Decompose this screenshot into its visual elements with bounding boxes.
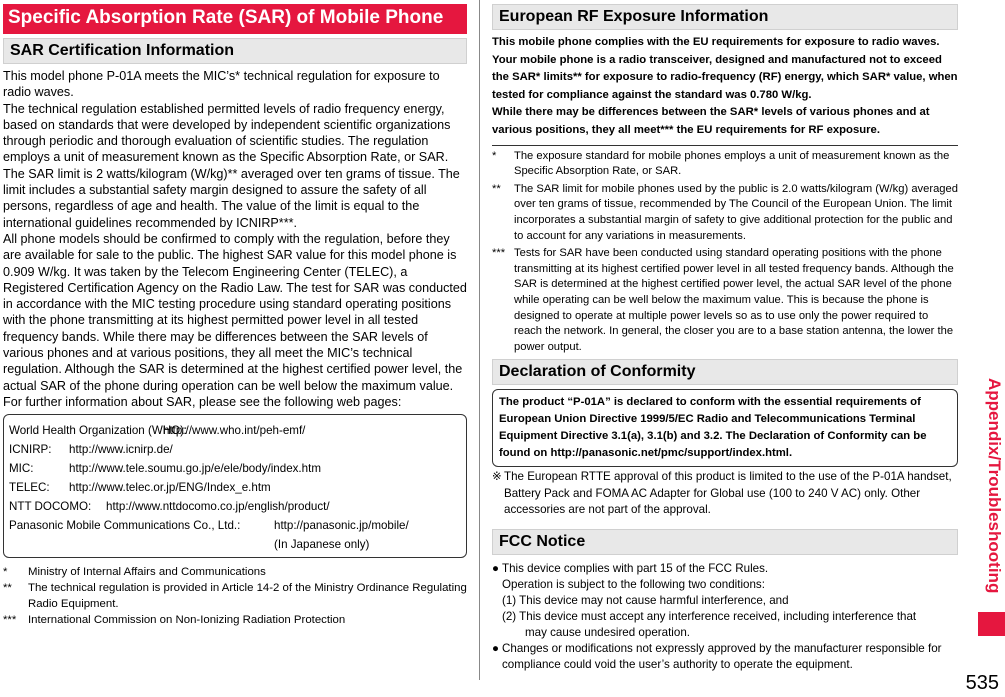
rtte-note xyxy=(492,469,958,518)
fcc-item-text: Changes or modifications not expressly approved by the manufacturer responsible for compliance could void the user’s authority to operate the equipment. xyxy=(502,641,942,671)
section-heading-eu-rf: European RF Exposure Information xyxy=(492,4,958,30)
section-heading-sar: SAR Certification Information xyxy=(3,38,467,64)
fcc-notice xyxy=(492,561,958,673)
link-label: MIC: xyxy=(9,462,34,476)
link-row xyxy=(9,497,461,516)
footnote-mark: * xyxy=(492,149,497,162)
footnote-text: International Commission on Non-Ionizing Radiation Protection xyxy=(28,614,346,627)
japanese-only-note: (In Japanese only) xyxy=(274,538,370,552)
web-links-box xyxy=(3,414,467,558)
footnote-text: The technical regulation is provided in Article 14-2 of the Ministry Ordinance Regulating Radio Equipment. xyxy=(28,582,467,611)
link-url[interactable]: http://www.nttdocomo.co.jp/english/product/ xyxy=(106,500,330,514)
link-label-spacer xyxy=(9,535,274,554)
link-label: TELEC: xyxy=(9,481,50,495)
link-label: ICNIRP: xyxy=(9,443,52,457)
bullet-icon: ● xyxy=(492,561,500,575)
declaration-box: The product “P-01A” is declared to conform with the essential requirements of European Union Directive 1999/5/EC Radio and Telecommunications Terminal Equipment Directive 3.1(a), 3.1(b) and 3.2. The Declaration of Conformity can be found on http://panasonic.net/pmc/support/index.html. xyxy=(492,389,958,467)
footnote-mark: *** xyxy=(3,614,17,627)
link-row xyxy=(9,459,461,478)
rtte-note-text: The European RTTE approval of this product is limited to the use of the P-01A handset, Battery Pack and FOMA AC Adapter for Global use (100 to 240 V AC) only. Other accessories are not part of the approval. xyxy=(504,470,952,517)
sar-body-text: This model phone P-01A meets the MIC’s* technical regulation for exposure to radio waves. The technical regulation established permitted levels of radio frequency energy, based on standards that were developed by independent scientific organizations through periodic and thorough evaluation of scientific studies. The regulation employs a unit of measurement known as the Specific Absorption Rate, or SAR. The SAR limit is 2 watts/kilogram (W/kg)** averaged over ten grams of tissue. The limit includes a substantial safety margin designed to assure the safety of all persons, regardless of age and health. The value of the limit is equal to the international guidelines recommended by ICNIRP***. All phone models should be confirmed to comply with the regulation, before they are available for sale to the public. The highest SAR value for this model phone is 0.909 W/kg. It was taken by the Telecom Engineering Center (TELEC), a Registered Certification Agency on the Radio Law. The test for SAR was conducted in accordance with the MIC testing procedure using standard operating positions with the phone transmitting at its highest permitted power level in all tested frequency bands. While there may be differences between the SAR levels of various phones and at various positions, they all meet the MIC’s technical regulation. Although the SAR is determined at the highest certified power level, the actual SAR of the phone during operation can be well below the maximum value. For further information about SAR, please see the following web pages: xyxy=(3,69,467,409)
fcc-condition-1: (1) This device may not cause harmful interference, and xyxy=(502,593,789,607)
link-url[interactable]: http://www.icnirp.de/ xyxy=(69,443,173,457)
link-url[interactable]: http://panasonic.jp/mobile/ xyxy=(274,519,409,533)
footnote-text: The SAR limit for mobile phones used by the public is 2.0 watts/kilogram (W/kg) averaged over ten grams of tissue, recommended by The Council of the European Union. The limit incorporates a substantial margin of safety to give additional protection for the public and to account for any variations in measurements. xyxy=(514,182,958,242)
side-tab-marker xyxy=(978,612,1005,636)
link-url[interactable]: http://www.tele.soumu.go.jp/e/ele/body/index.htm xyxy=(69,462,321,476)
fcc-item xyxy=(492,561,958,577)
footnote-mark: *** xyxy=(492,247,506,260)
fcc-item-text: This device complies with part 15 of the FCC Rules. xyxy=(502,561,769,575)
footnote xyxy=(3,612,467,628)
footnote xyxy=(3,564,467,580)
section-heading-conformity: Declaration of Conformity xyxy=(492,359,958,385)
link-url[interactable]: http://www.who.int/peh-emf/ xyxy=(163,424,306,438)
reference-mark: ※ xyxy=(492,470,502,484)
link-label: Panasonic Mobile Communications Co., Ltd.: xyxy=(9,519,241,533)
fcc-item xyxy=(492,641,958,673)
side-tab-label: Appendix/Troubleshooting xyxy=(985,378,1004,594)
footnote-mark: ** xyxy=(3,582,12,595)
link-row xyxy=(9,421,461,440)
fcc-conditions-intro: Operation is subject to the following two conditions: xyxy=(502,577,765,591)
right-column xyxy=(492,4,958,673)
footnote-mark: ** xyxy=(492,182,501,195)
link-label: NTT DOCOMO: xyxy=(9,500,92,514)
footnote-mark: * xyxy=(3,566,8,579)
left-footnotes xyxy=(3,564,467,628)
footnote xyxy=(492,149,958,180)
link-row xyxy=(9,516,461,535)
page-number: 535 xyxy=(965,672,999,694)
footnote-text: The exposure standard for mobile phones employs a unit of measurement known as the Specific Absorption Rate, or SAR. xyxy=(514,149,950,178)
fcc-condition-2: (2) This device must accept any interference received, including interference that xyxy=(502,609,917,623)
eu-rf-statement: This mobile phone complies with the EU requirements for exposure to radio waves. Your mobile phone is a radio transceiver, designed and manufactured not to exceed the SAR* limits** for exposure to radio-frequency (RF) energy, which SAR* value, when tested for compliance against the standard was 0.780 W/kg. While there may be differences between the SAR* levels of various phones and at various positions, they all meet*** the EU requirements for RF exposure. xyxy=(492,36,958,136)
footnote-text: Ministry of Internal Affairs and Communications xyxy=(28,566,266,579)
rule xyxy=(492,145,958,146)
link-url[interactable]: http://www.telec.or.jp/ENG/Index_e.htm xyxy=(69,481,271,495)
bullet-icon: ● xyxy=(492,641,500,655)
left-column xyxy=(3,4,467,628)
section-heading-fcc: FCC Notice xyxy=(492,529,958,555)
footnote xyxy=(492,246,958,355)
link-row xyxy=(9,440,461,459)
footnote-text: Tests for SAR have been conducted using standard operating positions with the phone transmitting at its highest certified power level in all tested frequency bands. Although the SAR is determined at the highest certified power level, the actual SAR level of the phone while operating can be well below the maximum value. This is because the phone is designed to operate at multiple power levels so as to use only the power required to reach the network. In general, the closer you are to a base station antenna, the lower the power output. xyxy=(514,247,954,353)
eu-footnotes xyxy=(492,149,958,356)
footnote xyxy=(492,182,958,244)
column-divider xyxy=(479,0,480,680)
fcc-condition-2-cont: may cause undesired operation. xyxy=(525,625,690,639)
footnote xyxy=(3,580,467,612)
page-title: Specific Absorption Rate (SAR) of Mobile Phone xyxy=(3,4,467,34)
link-label: World Health Organization (WHO): xyxy=(9,424,188,438)
link-row xyxy=(9,478,461,497)
link-row xyxy=(9,535,461,554)
